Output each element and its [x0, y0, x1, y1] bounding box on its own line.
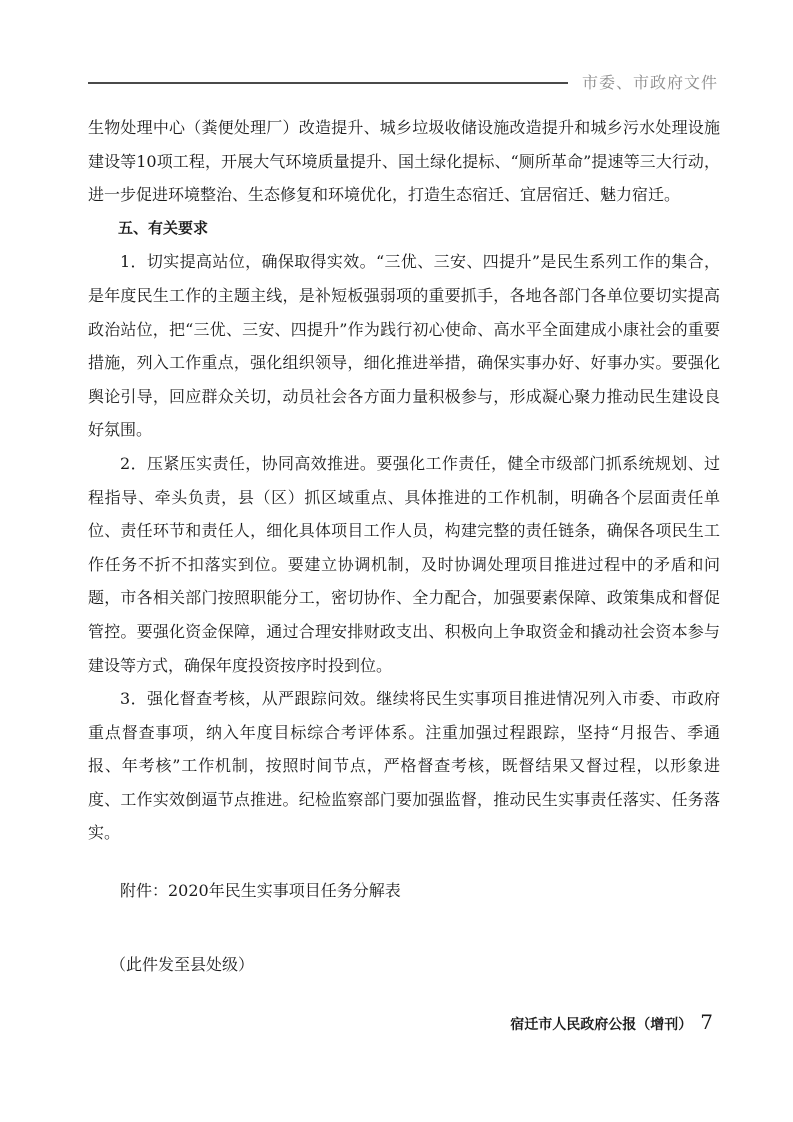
requirement-paragraph-2: 2．压紧压实责任，协同高效推进。要强化工作责任，健全市级部门抓系统规划、过程指导、牵头负责，县（区）抓区域重点、具体推进的工作机制，明确各个层面责任单位、责任环节和责任人，细化具体项目工作人员，构建完整的责任链条，确保各项民生工作任务不折不扣落实到位。要建立协调机制，及时协调处理项目推进过程中的矛盾和问题，市各相关部门按照职能分工，密切协作、全力配合，加强要素保障、政策集成和督促管控。要强化资金保障，通过合理安排财政支出、积极向上争取资金和撬动社会资本参与建设等方式，确保年度投资按序时投到位。 [88, 453, 720, 675]
distribution-note: （此件发至县处级） [110, 955, 255, 974]
document-body [88, 111, 720, 850]
requirement-paragraph-3: 3．强化督查考核，从严跟踪问效。继续将民生实事项目推进情况列入市委、市政府重点督查事项，纳入年度目标综合考评体系。注重加强过程跟踪，坚持“月报告、季通报、年考核”工作机制，按照时间节点，严格督查考核，既督结果又督过程，以形象进度、工作实效倒逼节点推进。纪检监察部门要加强监督，推动民生实事责任落实、任务落实。 [88, 689, 720, 843]
section-heading: 五、有关要求 [118, 218, 209, 237]
header-rule [88, 82, 568, 84]
section-header-label: 市委、市政府文件 [582, 73, 719, 92]
publication-name: 宿迁市人民政府公报（增刊） [510, 1017, 693, 1033]
attachment-line: 附件：2020年民生实事项目任务分解表 [120, 881, 401, 900]
page-footer [510, 1010, 713, 1034]
page-number: 7 [700, 1010, 713, 1034]
requirement-paragraph-1: 1．切实提高站位，确保取得实效。“三优、三安、四提升”是民生系列工作的集合，是年度民生工作的主题主线，是补短板强弱项的重要抓手，各地各部门各单位要切实提高政治站位，把“三优、三安、四提升”作为践行初心使命、高水平全面建成小康社会的重要措施，列入工作重点，强化组织领导，细化推进举措，确保实事办好、好事办实。要强化舆论引导，回应群众关切，动员社会各方面力量积极参与，形成凝心聚力推动民生建设良好氛围。 [88, 252, 720, 440]
intro-continuation-paragraph: 生物处理中心（粪便处理厂）改造提升、城乡垃圾收储设施改造提升和城乡污水处理设施建设等10项工程，开展大气环境质量提升、国土绿化提标、“厕所革命”提速等三大行动，进一步促进环境整治、生态修复和环境优化，打造生态宿迁、宜居宿迁、魅力宿迁。 [88, 118, 720, 205]
